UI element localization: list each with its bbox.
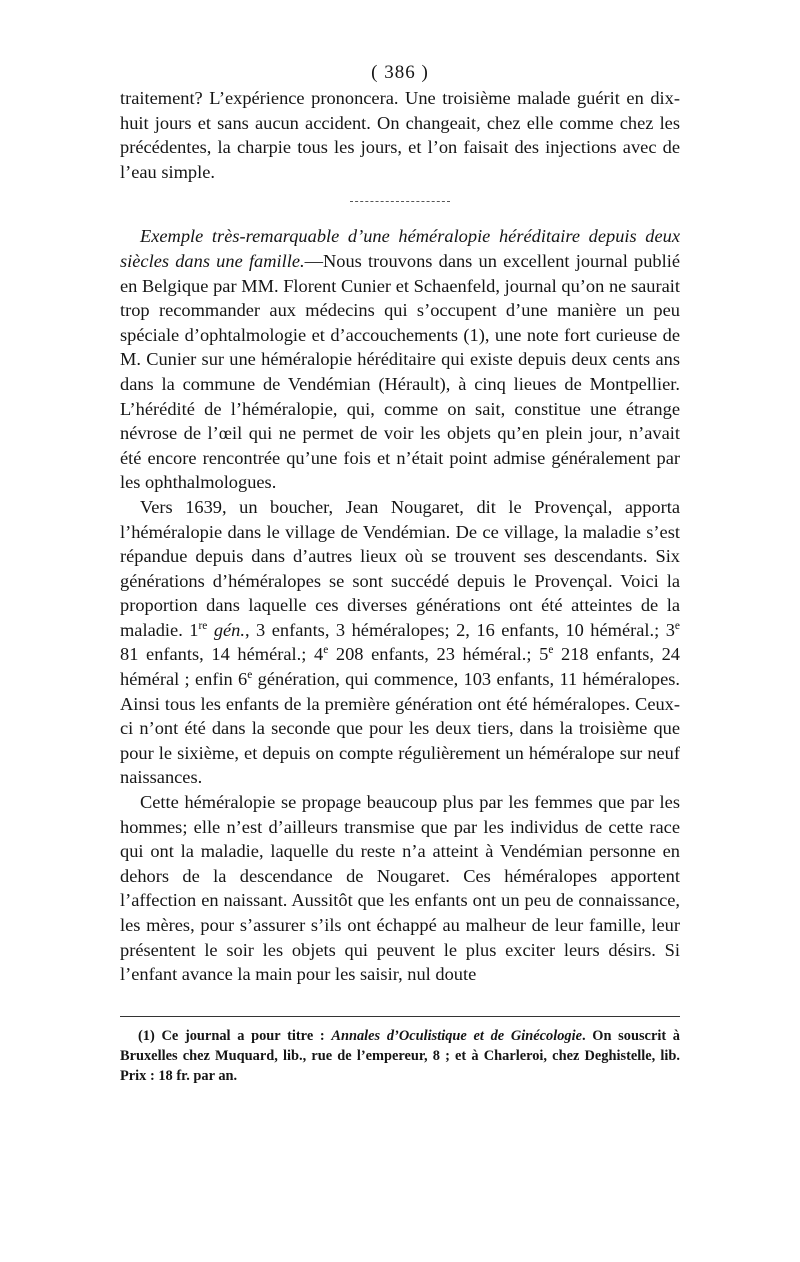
paragraph-text: Vers 1639, un boucher, Jean Nougaret, dit le Provençal, apporta l’héméralopie dans le village de Vendémian. De ce village, la maladie s’est répandue depuis dans d’autres lieux où se trouvent ses descendants. Six générations d’héméralopes se sont succédé depuis le Provençal. Voici la proportion dans laquelle ces diverses générations ont été atteintes de la maladie. 1: [120, 496, 680, 640]
superscript: e: [674, 619, 680, 632]
paragraph-text: 208 enfants, 23 héméral.; 5: [328, 644, 549, 665]
footnote-rule: [120, 1016, 680, 1017]
paragraph-generations: [120, 495, 680, 790]
paragraph-text: 81 enfants, 14 héméral.; 4: [120, 644, 324, 665]
paragraph-text: 218 enfants, 24 héméral ; enfin 6: [120, 644, 680, 690]
superscript: e: [247, 668, 253, 681]
superscript: e: [323, 644, 329, 657]
paragraph-text: génération, qui commence, 103 enfants, 11 héméralopes. Ainsi tous les enfants de la première génération ont été héméralopes. Ceux-ci n’ont été dans la seconde que pour les deux tiers, dans la troisième que pour le sixième, et depuis on compte régulièrement un héméralope sur neuf naissances.: [120, 669, 681, 788]
paragraph-continuation: traitement? L’expérience prononcera. Une troisième malade guérit en dix-huit jours et sans aucun accident. On changeait, chez elle comme chez les précédentes, la charpie tous les jours, et l’on faisait des injections avec de l’eau simple.: [120, 88, 680, 182]
footnote-journal-title: Annales d’Oculistique et de Ginécologie: [331, 1028, 582, 1044]
page-number: ( 386 ): [371, 62, 429, 83]
paragraph-text: —Nous trouvons dans un excellent journal publié en Belgique par MM. Florent Cunier et Schaenfeld, journal qu’on ne saurait trop recommander aux médecins qui s’occupent d’une manière un peu spéciale d’ophtalmologie et d’accouchements (1), une note fort curieuse de M. Cunier sur une héméralopie héréditaire qui existe depuis deux cents ans dans la commune de Vendémian (Hérault), à cinq lieues de Montpellier. L’hérédité de l’héméralopie, qui, comme on sait, constitue une étrange névrose de l’œil qui ne permet de voir les objets qu’en plein jour, n’avait été encore rencontrée qu’une fois et n’était point admise généralement par les ophthalmologues.: [120, 250, 680, 493]
paragraph-text: , 3 enfants, 3 héméralopes; 2, 16 enfants, 10 héméral.; 3: [244, 619, 675, 640]
section-heading: Exemple très-remarquable d’une héméralopie héréditaire depuis deux siècles dans une famille.: [120, 226, 680, 271]
footnote-text: . On souscrit à Bruxelles chez Muquard, lib., rue de l’empereur, 8 ; et à Charleroi, chez Deghistelle, lib. Prix : 18 fr. par an.: [120, 1028, 681, 1084]
italic-abbrev: gén.: [213, 619, 245, 640]
section-separator: [350, 201, 450, 202]
footnote: [120, 1026, 680, 1086]
superscript: e: [548, 644, 554, 657]
paragraph-hemeralopie-intro: [120, 224, 680, 495]
paragraph-transmission: Cette héméralopie se propage beaucoup plus par les femmes que par les hommes; elle n’est d’ailleurs transmise que par les individus de cette race qui ont la maladie, laquelle du reste n’a atteint à Vendémian personne en dehors de la descendance de Nougaret. Ces héméralopes apportent l’affection en naissant. Aussitôt que les enfants ont un peu de connaissance, les mères, pour s’assurer s’ils ont échappé au malheur de leur famille, leur présentent le soir les objets qui peuvent le plus exciter leurs désirs. Si l’enfant avance la main pour les saisir, nul doute: [120, 792, 680, 985]
superscript: re: [198, 619, 208, 632]
footnote-text: (1) Ce journal a pour titre :: [138, 1028, 332, 1044]
body-text: [120, 86, 680, 987]
